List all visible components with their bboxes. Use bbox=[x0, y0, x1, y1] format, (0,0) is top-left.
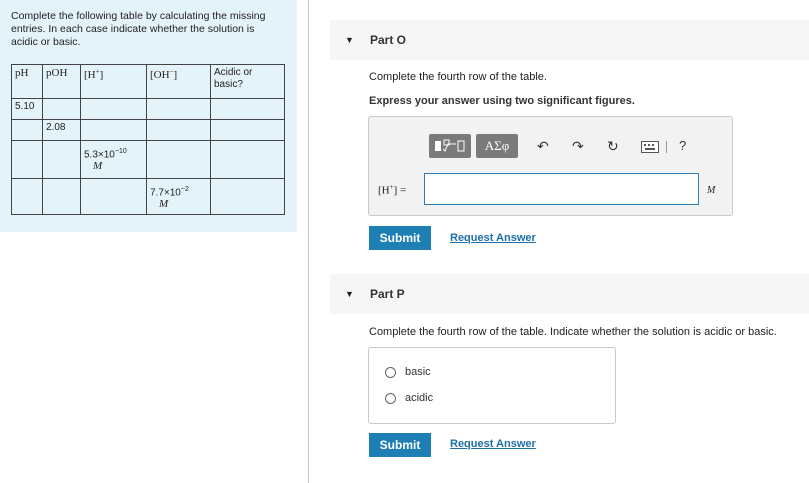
header-poh: pOH bbox=[43, 65, 81, 99]
part-p-request-answer-link[interactable]: Request Answer bbox=[450, 438, 536, 450]
choice-box bbox=[368, 347, 616, 424]
cell-poh-row2: 2.08 bbox=[43, 120, 81, 141]
header-ph: pH bbox=[12, 65, 43, 99]
part-o-header[interactable] bbox=[330, 20, 809, 60]
caret-down-icon: ▼ bbox=[345, 289, 354, 299]
redo-icon[interactable]: ↷ bbox=[572, 138, 584, 154]
cell-ph-row1: 5.10 bbox=[12, 99, 43, 120]
templates-button[interactable] bbox=[429, 134, 471, 158]
part-p-header[interactable] bbox=[330, 274, 809, 314]
table-row bbox=[12, 99, 285, 120]
option-acidic-label[interactable]: acidic bbox=[405, 392, 434, 404]
answer-input[interactable] bbox=[424, 173, 699, 205]
option-basic-label[interactable]: basic bbox=[405, 366, 431, 378]
part-o-submit-button[interactable]: Submit bbox=[369, 226, 431, 250]
answer-unit: M bbox=[707, 185, 716, 196]
header-oh-conc: [OH−] bbox=[147, 65, 211, 99]
keyboard-icon[interactable] bbox=[641, 140, 659, 156]
templates-icon bbox=[433, 138, 467, 154]
part-o-instruction: Complete the fourth row of the table. bbox=[369, 71, 547, 83]
answer-label: [H+] = bbox=[378, 183, 407, 197]
problem-intro: Complete the following table by calculating the missing entries. In each case indicate whether the solution is acidic or basic. bbox=[11, 10, 266, 48]
header-h-conc: [H+] bbox=[81, 65, 147, 99]
part-p-submit-button[interactable]: Submit bbox=[369, 433, 431, 457]
header-acidic-basic: Acidic or basic? bbox=[211, 65, 285, 99]
answer-box bbox=[368, 116, 733, 216]
radio-basic[interactable] bbox=[385, 367, 396, 378]
reset-icon[interactable]: ↻ bbox=[607, 138, 619, 154]
cell-h-row3: $5.3\times 10^{-10}$ M bbox=[81, 141, 147, 179]
undo-icon[interactable]: ↶ bbox=[537, 138, 549, 154]
part-p-title: Part P bbox=[370, 287, 405, 301]
column-divider bbox=[308, 0, 309, 483]
table-row bbox=[12, 179, 285, 215]
part-p-instruction: Complete the fourth row of the table. Indicate whether the solution is acidic or basic. bbox=[369, 326, 777, 338]
table-header-row bbox=[12, 65, 285, 99]
toolbar-separator bbox=[666, 141, 667, 153]
problem-panel bbox=[0, 0, 297, 232]
part-o-request-answer-link[interactable]: Request Answer bbox=[450, 232, 536, 244]
part-o-emphasis: Express your answer using two significant figures. bbox=[369, 95, 635, 107]
radio-acidic[interactable] bbox=[385, 393, 396, 404]
part-o-title: Part O bbox=[370, 33, 407, 47]
help-button[interactable]: ? bbox=[679, 138, 687, 153]
caret-down-icon: ▼ bbox=[345, 35, 354, 45]
table-row bbox=[12, 141, 285, 179]
table-row bbox=[12, 120, 285, 141]
data-table bbox=[11, 64, 285, 215]
cell-oh-row4: $7.7\times 10^{-2}$ M bbox=[147, 179, 211, 215]
symbols-button[interactable]: ΑΣφ bbox=[476, 134, 518, 158]
